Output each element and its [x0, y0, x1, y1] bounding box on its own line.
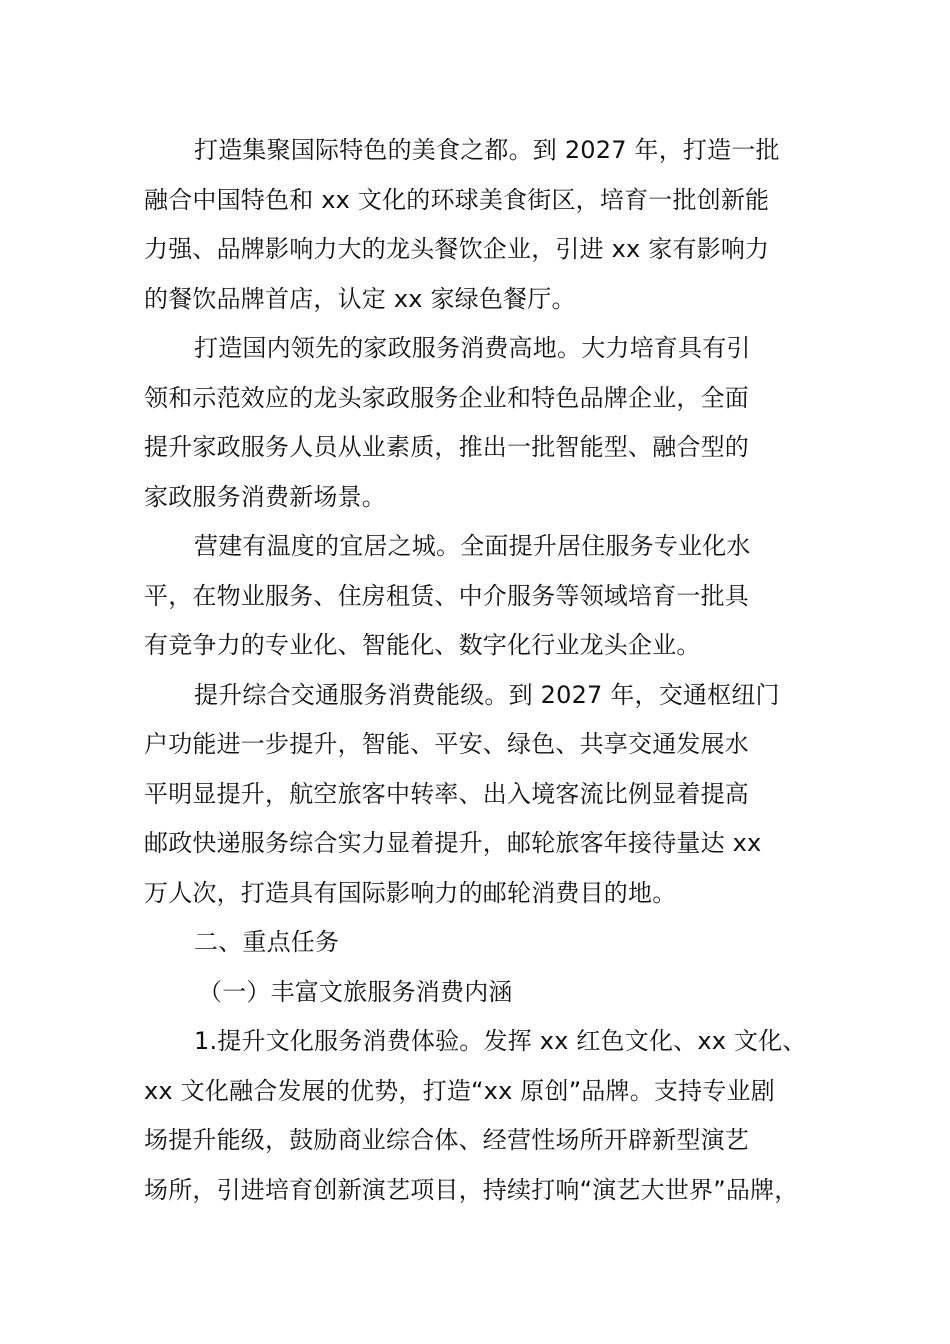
text-line: xx 文化融合发展的优势，打造“xx 原创”品牌。支持专业剧 [144, 1076, 775, 1105]
paragraph-food-capital [144, 126, 834, 324]
text-line: 打造国内领先的家政服务消费高地。大力培育具有引 [194, 334, 751, 362]
subsection-heading-culture-tourism [144, 968, 834, 1018]
text-line: 户功能进一步提升，智能、平安、绿色、共享交通发展水 [144, 730, 749, 758]
text-line: 打造集聚国际特色的美食之都。到 2027 年，打造一批 [194, 136, 780, 164]
heading-line: 二、重点任务 [194, 928, 340, 956]
text-line: 家政服务消费新场景。 [144, 482, 386, 511]
paragraph-livable-city [144, 522, 834, 671]
text-line: 力强、品牌影响力大的龙头餐饮企业，引进 xx 家有影响力 [144, 235, 770, 263]
text-line: 领和示范效应的龙头家政服务企业和特色品牌企业，全面 [144, 383, 749, 412]
text-line: 融合中国特色和 xx 文化的环球美食街区，培育一批创新能 [144, 185, 770, 214]
text-line: 的餐饮品牌首店，认定 xx 家绿色餐厅。 [144, 284, 576, 313]
text-line: 邮政快递服务综合实力显着提升，邮轮旅客年接待量达 xx [144, 829, 762, 857]
text-line: 1.提升文化服务消费体验。发挥 xx 红色文化、xx 文化、 [194, 1027, 807, 1055]
text-line: 提升家政服务人员从业素质，推出一批智能型、融合型的 [144, 433, 749, 461]
text-line: 提升综合交通服务消费能级。到 2027 年，交通枢纽门 [194, 680, 780, 709]
text-line: 场提升能级，鼓励商业综合体、经营性场所开辟新型演艺 [144, 1126, 749, 1154]
heading-line: （一）丰富文旅服务消费内涵 [198, 977, 513, 1006]
text-line: 万人次，打造具有国际影响力的邮轮消费目的地。 [144, 878, 677, 907]
text-line: 场所，引进培育创新演艺项目，持续打响“演艺大世界”品牌， [144, 1175, 799, 1204]
text-line: 营建有温度的宜居之城。全面提升居住服务专业化水 [194, 532, 751, 560]
text-line: 平，在物业服务、住房租赁、中介服务等领域培育一批具 [144, 581, 749, 610]
text-line: 有竞争力的专业化、智能化、数字化行业龙头企业。 [144, 631, 701, 659]
paragraph-transport [144, 671, 834, 919]
paragraph-culture-experience [144, 1017, 834, 1215]
section-heading-key-tasks [144, 918, 834, 968]
text-line: 平明显提升，航空旅客中转率、出入境客流比例显着提高 [144, 779, 749, 808]
document-body [144, 126, 834, 1215]
paragraph-domestic-service [144, 324, 834, 522]
